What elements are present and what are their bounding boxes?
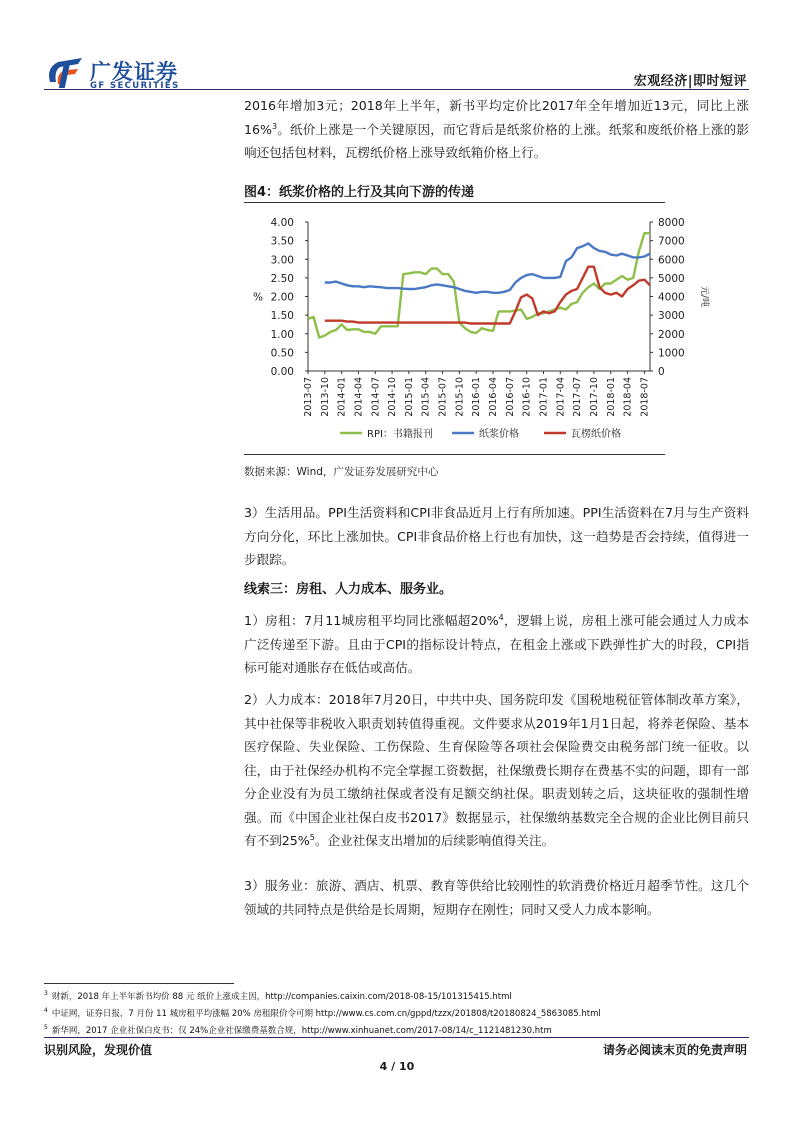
pulp-price-chart — [244, 206, 709, 452]
x-tick-label: 2015-01 — [403, 377, 415, 417]
brand-name-en: GF SECURITIES — [90, 81, 180, 91]
footnote-ref: 3 — [272, 121, 278, 131]
y-left-tick-label: 3.00 — [270, 254, 294, 267]
figure-top-rule — [244, 202, 665, 203]
footer-disclaimer: 请务必阅读末页的免责声明 — [602, 1043, 747, 1057]
x-tick-label: 2014-07 — [370, 377, 382, 417]
x-tick-label: 2018-01 — [605, 377, 617, 417]
chart-series — [308, 233, 650, 337]
legend-label-2: 瓦楞纸价格 — [571, 429, 621, 440]
x-tick-label: 2018-04 — [622, 377, 634, 417]
chart-legend — [340, 427, 621, 440]
y-right-tick-label: 6000 — [658, 254, 685, 267]
y-right-tick-label: 3000 — [658, 310, 685, 323]
footer-slogan: 识别风险，发现价值 — [44, 1043, 153, 1057]
footnote-3 — [44, 990, 749, 1002]
x-tick-label: 2017-04 — [555, 377, 567, 417]
y-left-tick-label: 1.50 — [270, 310, 294, 323]
x-tick-label: 2014-04 — [353, 377, 365, 417]
footnote-4 — [44, 1007, 749, 1019]
y-right-tick-label: 8000 — [658, 217, 685, 229]
paragraph-labor-cost — [244, 688, 749, 853]
paragraph-text: 1）房租：7月11城房租平均同比涨幅超20% — [244, 613, 499, 628]
footnote-number: 4 — [44, 1007, 48, 1015]
y-right-tick-label: 0 — [658, 366, 665, 378]
paragraph-text: 。企业社保支出增加的后续影响值得关注。 — [314, 833, 555, 848]
figure-source: 数据来源：Wind，广发证券发展研究中心 — [244, 466, 439, 478]
x-tick-label: 2013-07 — [303, 377, 314, 417]
x-tick-label: 2014-10 — [387, 377, 399, 417]
legend-label-0: RPI：书籍报刊 — [367, 429, 433, 440]
footnote-text: 财新，2018 年上半年新书均价 88 元 纸价上涨成主因，http://companies.caixin.com/2018-08-15/101315415.html — [51, 992, 512, 1002]
x-tick-label: 2013-10 — [319, 377, 331, 417]
company-logo — [44, 54, 214, 94]
series-line-2 — [325, 267, 650, 324]
y-left-tick-label: 4.00 — [270, 217, 294, 229]
y-right-tick-label: 4000 — [658, 291, 685, 304]
brand-name-cn: 广发证券 — [90, 60, 178, 84]
y-right-tick-label: 1000 — [658, 347, 685, 360]
footnote-text: 中证网，证券日报，7 月份 11 城房租平均涨幅 20% 房租限价令可期 http://www.cs.com.cn/gppd/tzzx/201808/t20180824_5863085.html — [51, 1009, 601, 1019]
legend-label-1: 纸浆价格 — [479, 429, 519, 440]
x-tick-label: 2017-01 — [538, 377, 550, 417]
x-tick-label: 2015-10 — [454, 377, 466, 417]
y-right-tick-label: 5000 — [658, 272, 685, 285]
paragraph-book-price — [244, 94, 749, 165]
x-tick-label: 2015-04 — [420, 377, 432, 417]
paragraph-text: 。纸价上涨是一个关键原因，而它背后是纸浆价格的上涨。纸浆和废纸价格上涨的影响还包括包材料，瓦楞纸价格上涨导致纸箱价格上行。 — [244, 121, 749, 160]
x-tick-label: 2015-07 — [437, 377, 449, 417]
y-left-tick-label: 0.50 — [270, 347, 294, 360]
footer-divider — [44, 1037, 749, 1038]
y-left-tick-label: 2.00 — [270, 291, 294, 304]
section-heading: 线索三：房租、人力成本、服务业。 — [244, 582, 453, 597]
figure-bottom-rule — [244, 454, 665, 455]
footnote-5 — [44, 1024, 749, 1036]
y-right-tick-label: 7000 — [658, 235, 685, 248]
x-tick-label: 2017-10 — [588, 377, 600, 417]
x-tick-label: 2016-07 — [504, 377, 516, 417]
page-number: 4 / 10 — [379, 1060, 415, 1073]
paragraph-daily-goods: 3）生活用品。PPI生活资料和CPI非食品近月上行有所加速。PPI生活资料在7月与生产资料方向分化，环比上涨加快。CPI非食品价格上行也有加快，这一趋势是否会持续，值得进一步跟踪。 — [244, 505, 749, 567]
x-tick-label: 2017-07 — [572, 377, 584, 417]
figure-title: 图4：纸浆价格的上行及其向下游的传递 — [244, 185, 475, 200]
chart-axes — [253, 217, 711, 417]
series-line-1 — [325, 243, 650, 292]
footnote-ref: 5 — [309, 832, 315, 842]
paragraph-text: 2016年增加3元；2018年上半年，新书平均定价比2017年全年增加近13元，同比上涨16% — [244, 98, 749, 137]
header-divider — [44, 89, 749, 90]
report-section: 宏观经济|即时短评 — [633, 74, 747, 89]
footnote-number: 5 — [44, 1024, 48, 1032]
footnote-number: 3 — [44, 990, 48, 998]
y-left-tick-label: 3.50 — [270, 235, 294, 248]
footnote-text: 新华网，2017 企业社保白皮书：仅 24%企业社保缴费基数合规，http://www.xinhuanet.com/2017-08/14/c_1121481230.htm — [51, 1026, 552, 1036]
footnote-ref: 4 — [498, 612, 504, 622]
y-left-axis-label: % — [253, 291, 263, 304]
y-right-axis-label: 元/吨 — [699, 285, 709, 308]
x-tick-label: 2014-01 — [336, 377, 348, 417]
footnote-divider — [44, 983, 234, 984]
paragraph-text: 2）人力成本：2018年7月20日，中共中央、国务院印发《国税地税征管体制改革方案》，其中社保等非税收入职责划转值得重视。文件要求从2019年1月1日起，将养老保险、基本医疗保险、失业保险、工伤保险、生育保险等各项社会保险费交由税务部门统一征收。以往，由于社保经办机构不完全掌握工资数据，社保缴费长期存在费基不实的问题，即有一部分企业没有为员工缴纳社保或者没有足额交纳社保。职责划转之后，这块征收的强制性增强。而《中国企业社保白皮书2017》数据显示，社保缴纳基数完全合规的企业比例目前只有不到25% — [244, 692, 749, 848]
y-left-tick-label: 0.00 — [270, 366, 294, 378]
y-left-tick-label: 1.00 — [270, 328, 294, 341]
y-left-tick-label: 2.50 — [270, 272, 294, 285]
x-tick-label: 2016-01 — [471, 377, 483, 417]
paragraph-text: ，逻辑上说，房租上涨可能会通过人力成本广泛传递至下游。且由于CPI的指标设计特点，在租金上涨或下跌弹性扩大的时段，CPI指标可能对通胀存在低估或高估。 — [244, 613, 750, 675]
paragraph-rent — [244, 609, 749, 680]
x-tick-label: 2016-04 — [488, 377, 500, 417]
y-right-tick-label: 2000 — [658, 328, 685, 341]
x-tick-label: 2018-07 — [639, 377, 651, 417]
paragraph-services: 3）服务业：旅游、酒店、机票、教育等供给比较刚性的软消费价格近月超季节性。这几个领域的共同特点是供给是长周期，短期存在刚性；同时又受人力成本影响。 — [244, 878, 749, 917]
x-tick-label: 2016-10 — [521, 377, 533, 417]
